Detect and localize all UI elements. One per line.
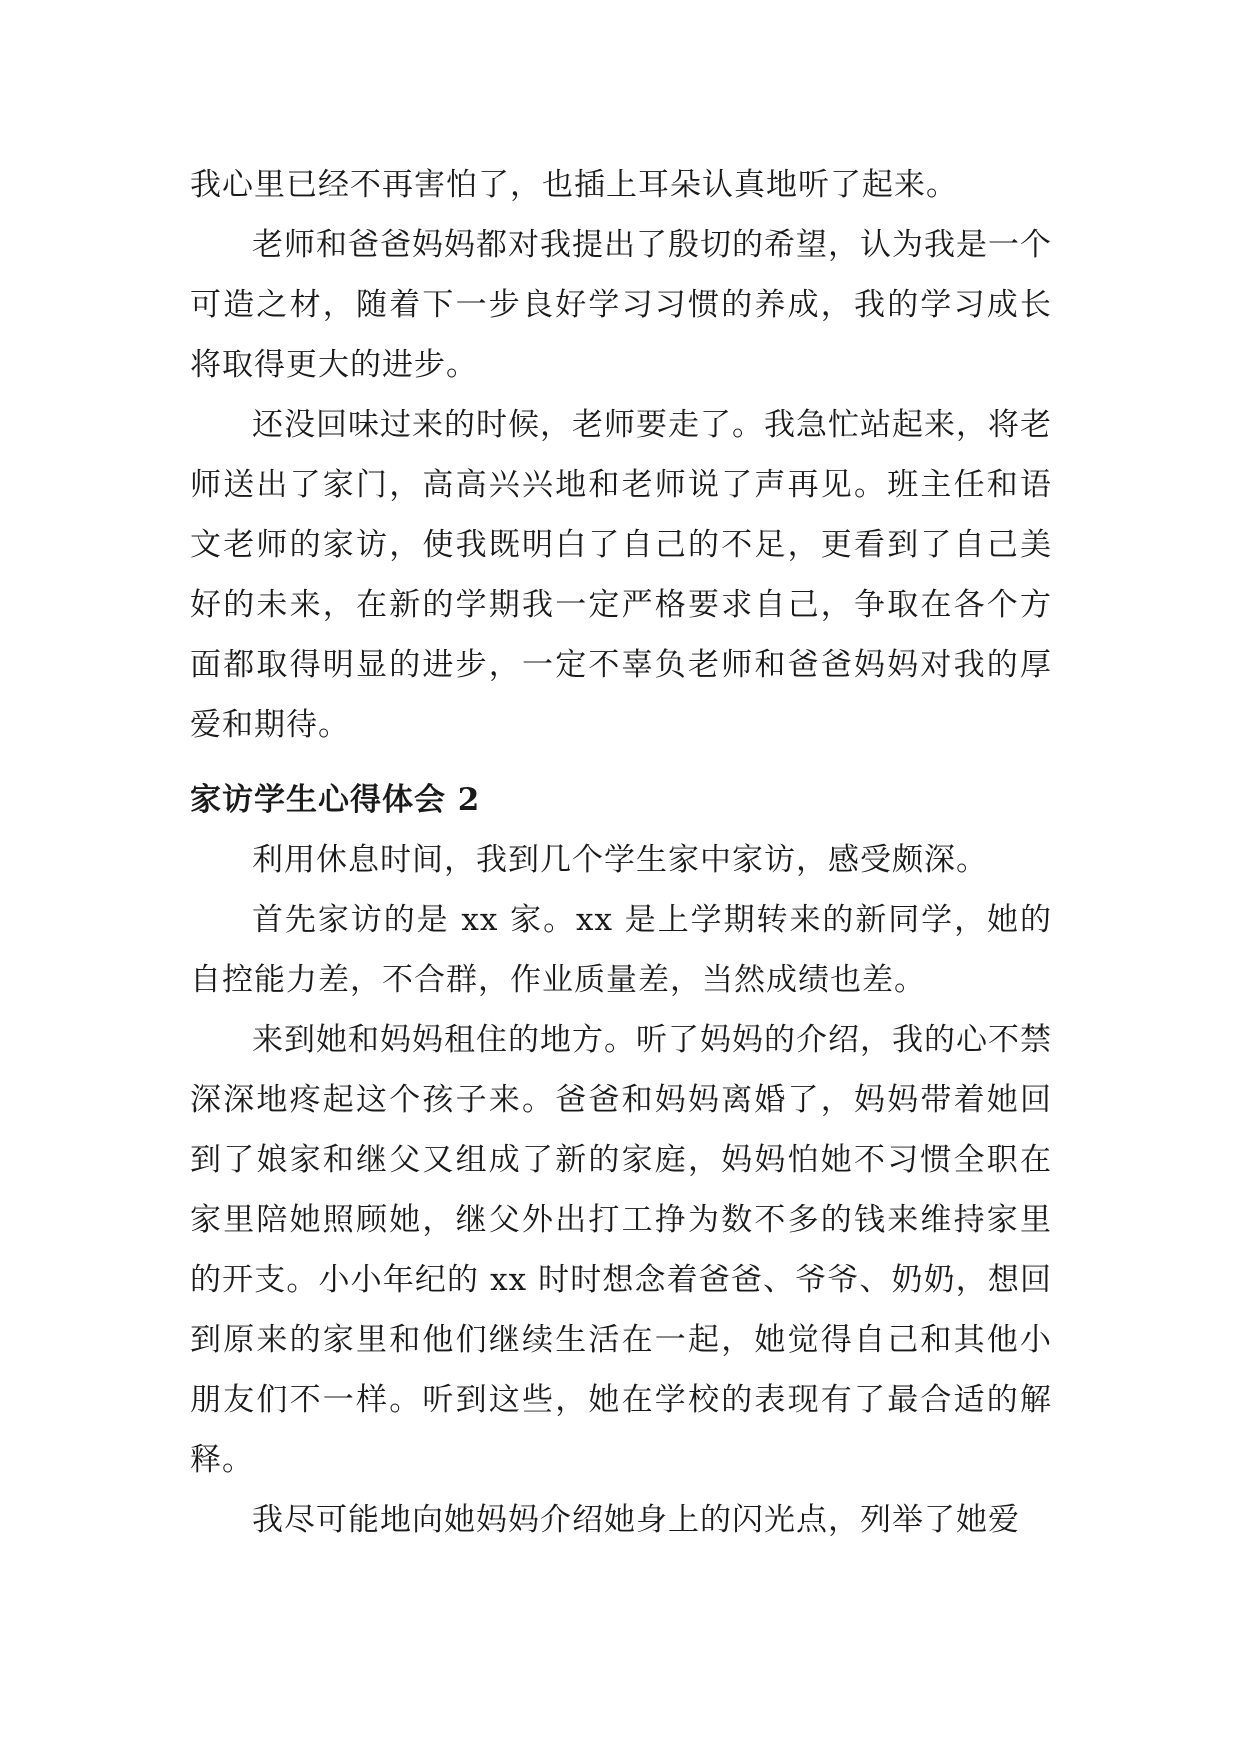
paragraph: 还没回味过来的时候，老师要走了。我急忙站起来，将老师送出了家门，高高兴兴地和老师说了声再见。班主任和语文老师的家访，使我既明白了自己的不足，更看到了自己美好的未来，在新的学期我一定严格要求自己，争取在各个方面都取得明显的进步，一定不辜负老师和爸爸妈妈对我的厚爱和期待。 bbox=[190, 407, 1052, 743]
paragraph: 来到她和妈妈租住的地方。听了妈妈的介绍，我的心不禁深深地疼起这个孩子来。爸爸和妈妈离婚了，妈妈带着她回到了娘家和继父又组成了新的家庭，妈妈怕她不习惯全职在家里陪她照顾她，继父外出打工挣为数不多的钱来维持家里的开支。小小年纪的 xx 时时想念着爸爸、爷爷、奶奶，想回到原来的家里和他们继续生活在一起，她觉得自己和其他小朋友们不一样。听到这些，她在学校的表现有了最合适的解释。 bbox=[190, 1022, 1052, 1478]
paragraph: 利用休息时间，我到几个学生家中家访，感受颇深。 bbox=[252, 842, 988, 878]
paragraph-continuation: 我心里已经不再害怕了，也插上耳朵认真地听了起来。 bbox=[190, 167, 958, 203]
section-2-title: 家访学生心得体会 2 bbox=[190, 782, 481, 818]
section-1-body bbox=[190, 155, 1052, 755]
paragraph: 首先家访的是 xx 家。xx 是上学期转来的新同学，她的自控能力差，不合群，作业质量差，当然成绩也差。 bbox=[190, 902, 1052, 998]
paragraph: 老师和爸爸妈妈都对我提出了殷切的希望，认为我是一个可造之材，随着下一步良好学习习惯的养成，我的学习成长将取得更大的进步。 bbox=[190, 227, 1052, 383]
paragraph: 我尽可能地向她妈妈介绍她身上的闪光点，列举了她爱 bbox=[252, 1502, 1020, 1538]
section-2-body bbox=[190, 830, 1052, 1550]
